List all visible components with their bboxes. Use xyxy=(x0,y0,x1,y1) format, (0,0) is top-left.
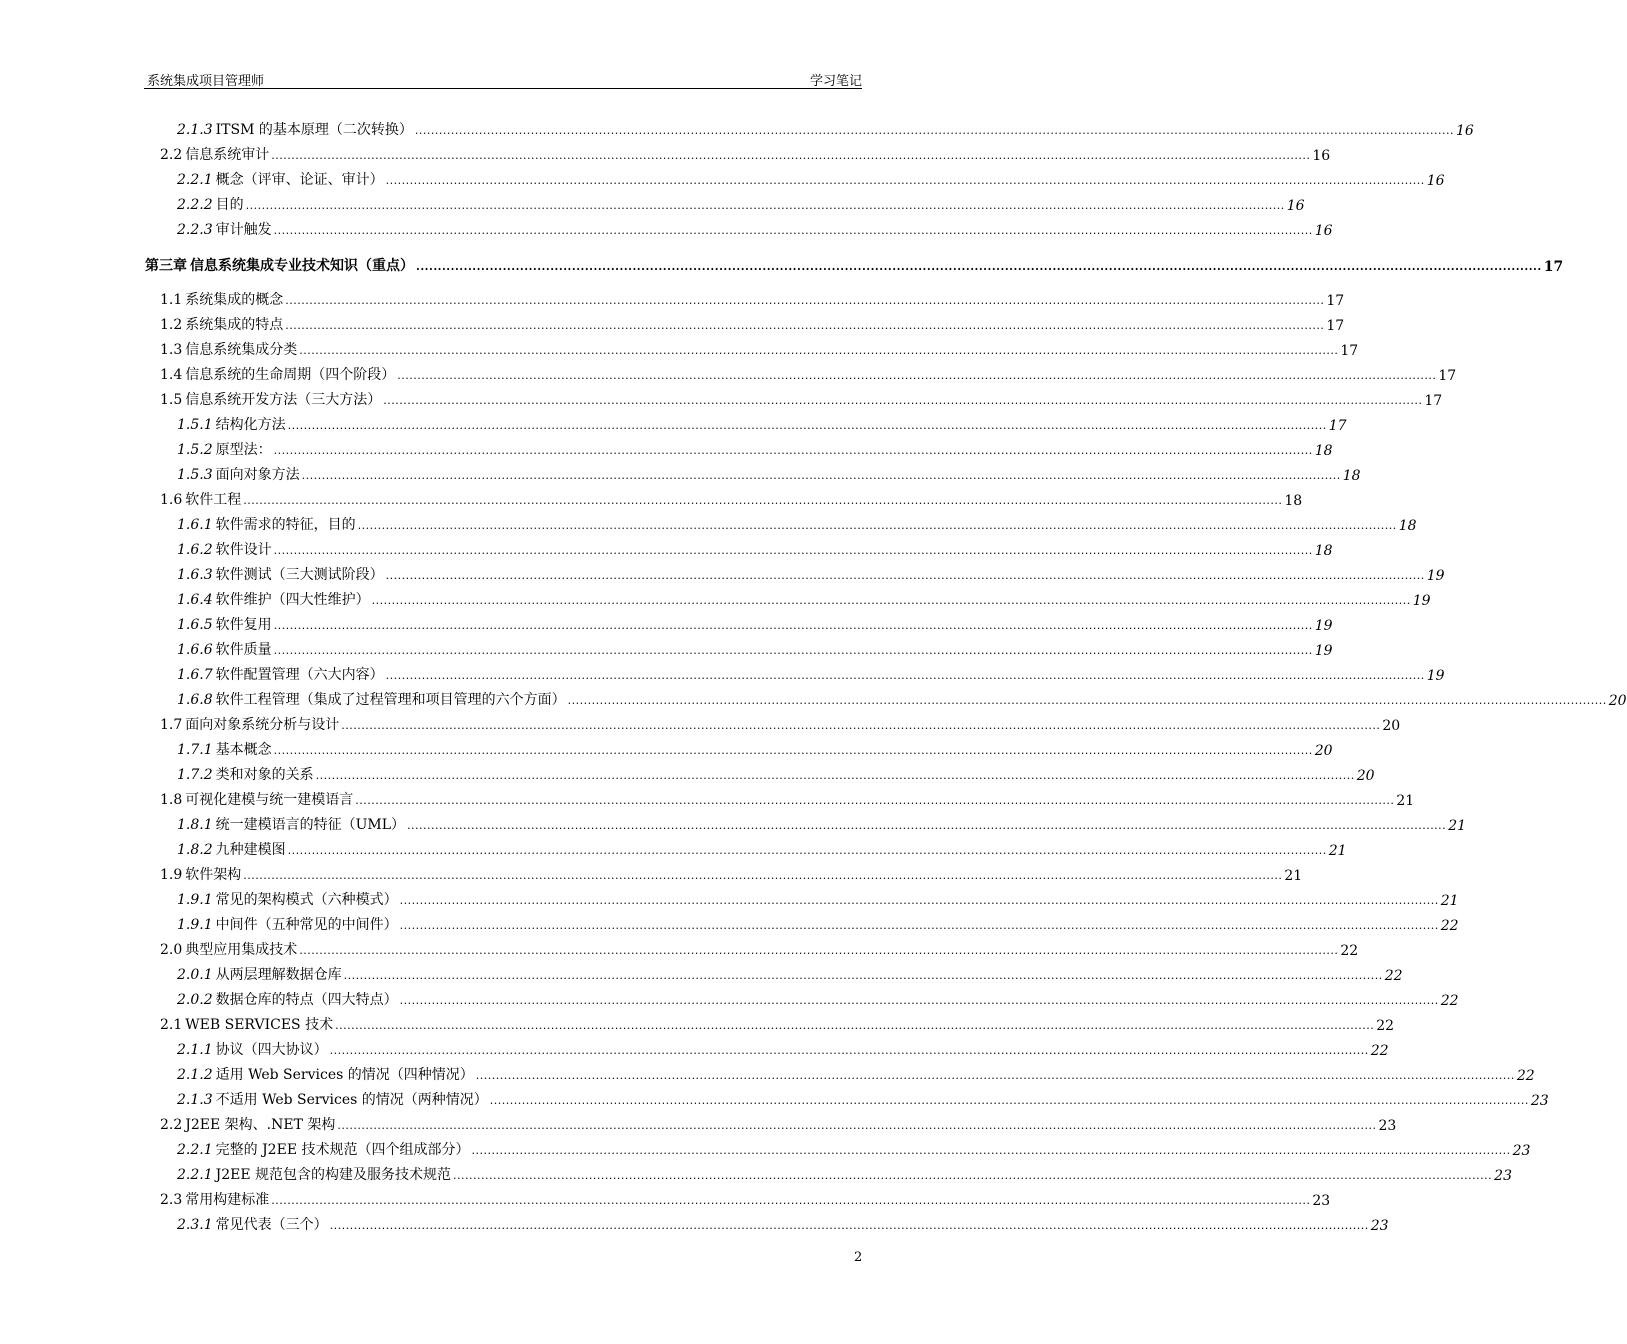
toc-entry-page: 21 xyxy=(1396,793,1415,809)
toc-entry-page: 23 xyxy=(1512,1143,1531,1159)
toc-entry-title: 常用构建标准 xyxy=(185,1192,270,1208)
toc-leader-dots: .................................................................................................................................................................................................................................................................... xyxy=(335,1019,1375,1032)
toc-entry-label xyxy=(177,194,244,214)
toc-entry-page: 17 xyxy=(1326,293,1345,309)
toc-entry-number: 1.4 xyxy=(160,367,183,383)
toc-entry-number: 1.7.2 xyxy=(177,767,213,783)
toc-leader-dots: .................................................................................................................................................................................................................................................................... xyxy=(385,669,1425,682)
toc-entry-label xyxy=(177,169,384,189)
toc-entry-number: 1.5.1 xyxy=(177,417,213,433)
toc-entry-number: 2.2.3 xyxy=(177,222,213,238)
toc-entry-page: 16 xyxy=(1286,198,1305,214)
toc-entry[interactable] xyxy=(177,1160,1512,1184)
toc-entry-title: 目的 xyxy=(215,197,244,213)
toc-leader-dots: .................................................................................................................................................................................................................................................................... xyxy=(567,694,1607,707)
toc-entry[interactable] xyxy=(177,635,1333,659)
toc-entry-title: 九种建模图 xyxy=(215,842,286,858)
toc-leader-dots: .................................................................................................................................................................................................................................................................... xyxy=(489,1094,1529,1107)
toc-entry-page: 22 xyxy=(1370,1043,1389,1059)
toc-entry[interactable] xyxy=(177,835,1347,859)
toc-entry-title: 软件质量 xyxy=(215,642,272,658)
toc-entry-label xyxy=(177,689,566,709)
toc-entry-page: 18 xyxy=(1314,543,1333,559)
toc-entry-page: 20 xyxy=(1608,693,1627,709)
toc-entry-title: 协议（四大协议） xyxy=(215,1042,328,1058)
toc-entry[interactable] xyxy=(177,1035,1389,1059)
toc-leader-dots: .................................................................................................................................................................................................................................................................... xyxy=(343,969,1383,982)
toc-entry[interactable] xyxy=(177,585,1431,609)
toc-leader-dots: .................................................................................................................................................................................................................................................................... xyxy=(301,469,1341,482)
toc-entry-label xyxy=(160,939,297,959)
toc-entry-title: 数据仓库的特点（四大特点） xyxy=(215,992,398,1008)
toc-entry-page: 23 xyxy=(1494,1168,1512,1184)
toc-entry-page: 19 xyxy=(1314,618,1333,634)
toc-entry-number: 2.2.1 xyxy=(177,1142,213,1158)
toc-entry-number: 1.6.7 xyxy=(177,667,213,683)
toc-entry-label xyxy=(160,364,395,384)
toc-entry-title: J2EE 架构、.NET 架构 xyxy=(185,1117,336,1133)
toc-entry-title: 信息系统集成分类 xyxy=(185,342,298,358)
toc-entry[interactable] xyxy=(177,1085,1549,1109)
toc-leader-dots: .................................................................................................................................................................................................................................................................... xyxy=(407,819,1447,832)
toc-entry-page: 19 xyxy=(1426,668,1445,684)
toc-entry[interactable] xyxy=(177,410,1347,434)
toc-entry-page: 17 xyxy=(1328,418,1347,434)
toc-entry-number: 2.0 xyxy=(160,942,183,958)
toc-entry-page: 23 xyxy=(1378,1118,1397,1134)
toc-leader-dots: .................................................................................................................................................................................................................................................................... xyxy=(337,1119,1377,1132)
toc-entry-number: 2.1.2 xyxy=(177,1067,213,1083)
toc-leader-dots: .................................................................................................................................................................................................................................................................... xyxy=(453,1169,1493,1182)
toc-entry-number: 2.2 xyxy=(160,147,183,163)
toc-entry-page: 17 xyxy=(1424,393,1443,409)
toc-entry-label xyxy=(177,1139,469,1159)
toc-entry-page: 16 xyxy=(1426,173,1445,189)
toc-entry-title: 软件工程 xyxy=(185,492,242,508)
toc-leader-dots: .................................................................................................................................................................................................................................................................... xyxy=(287,419,1327,432)
page-number: 2 xyxy=(854,1250,863,1265)
toc-leader-dots: .................................................................................................................................................................................................................................................................... xyxy=(383,394,1423,407)
toc-leader-dots: .................................................................................................................................................................................................................................................................... xyxy=(471,1144,1511,1157)
toc-entry-page: 16 xyxy=(1312,148,1331,164)
toc-entry-page: 18 xyxy=(1398,518,1417,534)
toc-entry-label xyxy=(177,914,398,934)
toc-entry-title: 软件配置管理（六大内容） xyxy=(215,667,384,683)
toc-entry-page: 22 xyxy=(1516,1068,1535,1084)
toc-entry-title: 概念（评审、论证、审计） xyxy=(215,172,384,188)
toc-entry-title: 信息系统开发方法（三大方法） xyxy=(185,392,382,408)
toc-entry-page: 18 xyxy=(1284,493,1303,509)
toc-entry-title: 统一建模语言的特征（UML） xyxy=(215,817,406,833)
toc-entry-number: 1.6.8 xyxy=(177,692,213,708)
toc-entry-title: 信息系统的生命周期（四个阶段） xyxy=(185,367,396,383)
toc-entry-number: 1.5.2 xyxy=(177,442,213,458)
toc-entry-page: 20 xyxy=(1314,743,1333,759)
toc-entry[interactable] xyxy=(177,760,1375,784)
toc-entry-label xyxy=(177,564,384,584)
toc-entry-label xyxy=(160,1189,269,1209)
toc-leader-dots: .................................................................................................................................................................................................................................................................... xyxy=(329,1044,1369,1057)
toc-entry[interactable] xyxy=(177,560,1445,584)
toc-leader-dots: .................................................................................................................................................................................................................................................................... xyxy=(273,644,1313,657)
toc-entry-label xyxy=(177,119,413,139)
toc-entry-number: 2.3.1 xyxy=(177,1217,213,1233)
toc-leader-dots: .................................................................................................................................................................................................................................................................... xyxy=(243,494,1283,507)
toc-entry-title: 中间件（五种常见的中间件） xyxy=(215,917,398,933)
toc-entry-title: WEB SERVICES 技术 xyxy=(185,1017,334,1033)
toc-entry-page: 17 xyxy=(1543,259,1564,275)
toc-entry-number: 2.1 xyxy=(160,1017,183,1033)
toc-entry-label xyxy=(160,489,241,509)
toc-entry-title: 软件架构 xyxy=(185,867,242,883)
toc-entry[interactable] xyxy=(160,310,1345,334)
toc-entry-number: 1.9 xyxy=(160,867,183,883)
toc-entry-number: 1.6 xyxy=(160,492,183,508)
toc-entry[interactable] xyxy=(145,251,1564,275)
toc-entry-page: 23 xyxy=(1312,1193,1331,1209)
toc-leader-dots: .................................................................................................................................................................................................................................................................... xyxy=(416,260,1542,273)
toc-entry-title: 不适用 Web Services 的情况（两种情况） xyxy=(215,1092,488,1108)
toc-entry[interactable] xyxy=(160,860,1303,884)
toc-entry-number: 1.6.5 xyxy=(177,617,213,633)
toc-entry-page: 20 xyxy=(1356,768,1375,784)
toc-entry-number: 1.2 xyxy=(160,317,183,333)
toc-leader-dots: .................................................................................................................................................................................................................................................................... xyxy=(245,199,1285,212)
toc-entry-title: 面向对象方法 xyxy=(215,467,300,483)
toc-entry-label xyxy=(177,664,384,684)
toc-leader-dots: .................................................................................................................................................................................................................................................................... xyxy=(357,519,1397,532)
toc-entry[interactable] xyxy=(177,685,1627,709)
toc-entry-page: 19 xyxy=(1426,568,1445,584)
toc-entry-number: 2.2.1 xyxy=(177,1167,213,1183)
toc-entry[interactable] xyxy=(177,215,1333,239)
toc-entry-title: 软件测试（三大测试阶段） xyxy=(215,567,384,583)
toc-entry-number: 1.8 xyxy=(160,792,183,808)
toc-entry-title: 软件维护（四大性维护） xyxy=(215,592,370,608)
toc-entry[interactable] xyxy=(177,435,1333,459)
toc-entry-title: 软件复用 xyxy=(215,617,272,633)
toc-entry-label xyxy=(177,514,356,534)
toc-entry-label xyxy=(177,839,286,859)
toc-leader-dots: .................................................................................................................................................................................................................................................................... xyxy=(371,594,1411,607)
toc-entry[interactable] xyxy=(177,810,1467,834)
toc-entry-label xyxy=(160,289,283,309)
toc-entry[interactable] xyxy=(177,735,1333,759)
toc-entry-label xyxy=(177,889,398,909)
toc-entry[interactable] xyxy=(177,610,1333,634)
toc-entry-number: 2.0.1 xyxy=(177,967,213,983)
toc-entry-title: 结构化方法 xyxy=(215,417,286,433)
toc-entry-label xyxy=(177,1089,488,1109)
toc-entry-number: 1.7 xyxy=(160,717,183,733)
toc-entry-label xyxy=(160,144,269,164)
toc-entry-number: 2.2 xyxy=(160,1117,183,1133)
toc-entry-label xyxy=(177,219,272,239)
toc-leader-dots: .................................................................................................................................................................................................................................................................... xyxy=(287,844,1327,857)
toc-entry-label xyxy=(177,1214,328,1234)
toc-entry[interactable] xyxy=(177,460,1361,484)
toc-entry-title: 可视化建模与统一建模语言 xyxy=(185,792,354,808)
toc-entry-label xyxy=(177,964,342,984)
toc-entry-title: 适用 Web Services 的情况（四种情况） xyxy=(215,1067,474,1083)
toc-entry-number: 1.7.1 xyxy=(177,742,213,758)
toc-entry-label xyxy=(177,1064,474,1084)
toc-entry-page: 20 xyxy=(1382,718,1401,734)
toc-leader-dots: .................................................................................................................................................................................................................................................................... xyxy=(385,174,1425,187)
toc-entry-page: 16 xyxy=(1456,123,1474,139)
toc-entry[interactable] xyxy=(160,360,1457,384)
toc-entry-label xyxy=(160,1114,335,1134)
toc-entry-label xyxy=(160,789,353,809)
toc-entry-number: 1.6.1 xyxy=(177,517,213,533)
header-note: 学习笔记 xyxy=(809,74,862,89)
toc-entry-page: 22 xyxy=(1384,968,1403,984)
toc-entry[interactable] xyxy=(177,885,1459,909)
toc-leader-dots: .................................................................................................................................................................................................................................................................... xyxy=(341,719,1381,732)
toc-entry-page: 17 xyxy=(1438,368,1457,384)
toc-entry-page: 19 xyxy=(1314,643,1333,659)
toc-leader-dots: .................................................................................................................................................................................................................................................................... xyxy=(299,344,1339,357)
toc-entry-label xyxy=(177,989,398,1009)
toc-entry-title: 信息系统审计 xyxy=(185,147,270,163)
toc-entry[interactable] xyxy=(160,1010,1395,1034)
toc-entry[interactable] xyxy=(177,165,1445,189)
toc-entry-page: 21 xyxy=(1440,893,1459,909)
toc-entry-title: 常见代表（三个） xyxy=(215,1217,328,1233)
toc-leader-dots: .................................................................................................................................................................................................................................................................... xyxy=(271,149,1311,162)
toc-entry-title: J2EE 规范包含的构建及服务技术规范 xyxy=(215,1167,452,1183)
toc-entry-title: 类和对象的关系 xyxy=(215,767,314,783)
toc-entry-page: 22 xyxy=(1340,943,1359,959)
toc-leader-dots: .................................................................................................................................................................................................................................................................... xyxy=(315,769,1355,782)
toc-entry-number: 1.1 xyxy=(160,292,183,308)
toc-entry-page: 22 xyxy=(1440,918,1459,934)
toc-entry-title: 完整的 J2EE 技术规范（四个组成部分） xyxy=(215,1142,470,1158)
toc-entry[interactable] xyxy=(160,785,1415,809)
toc-entry-number: 1.6.6 xyxy=(177,642,213,658)
toc-entry[interactable] xyxy=(160,1185,1331,1209)
toc-leader-dots: .................................................................................................................................................................................................................................................................... xyxy=(399,994,1439,1007)
toc-entry-title: 软件工程管理（集成了过程管理和项目管理的六个方面） xyxy=(215,692,566,708)
toc-entry-label xyxy=(160,389,381,409)
toc-entry-number: 第三章 xyxy=(145,258,187,274)
toc-entry[interactable] xyxy=(177,1060,1535,1084)
toc-leader-dots: .................................................................................................................................................................................................................................................................... xyxy=(329,1219,1369,1232)
toc-entry[interactable] xyxy=(160,935,1359,959)
toc-entry-label xyxy=(177,764,314,784)
toc-entry-page: 22 xyxy=(1440,993,1459,1009)
toc-entry-title: 从两层理解数据仓库 xyxy=(215,967,342,983)
toc-leader-dots: .................................................................................................................................................................................................................................................................... xyxy=(271,1194,1311,1207)
toc-entry[interactable] xyxy=(177,1210,1389,1234)
toc-entry-number: 1.6.2 xyxy=(177,542,213,558)
toc-entry[interactable] xyxy=(177,510,1417,534)
toc-leader-dots: .................................................................................................................................................................................................................................................................... xyxy=(243,869,1283,882)
toc-entry-label xyxy=(177,589,370,609)
toc-entry-number: 1.9.1 xyxy=(177,892,213,908)
toc-entry-page: 21 xyxy=(1448,818,1467,834)
toc-entry-number: 2.1.3 xyxy=(177,1092,213,1108)
toc-leader-dots: .................................................................................................................................................................................................................................................................... xyxy=(273,444,1313,457)
toc-leader-dots: .................................................................................................................................................................................................................................................................... xyxy=(399,919,1439,932)
toc-entry-label xyxy=(177,739,272,759)
toc-entry-number: 2.1.3 xyxy=(177,122,213,138)
toc-entry-number: 1.8.1 xyxy=(177,817,213,833)
toc-entry[interactable] xyxy=(177,115,1474,139)
toc-entry[interactable] xyxy=(177,960,1403,984)
toc-entry-title: 基本概念 xyxy=(215,742,272,758)
toc-entry-number: 2.2.1 xyxy=(177,172,213,188)
toc-leader-dots: .................................................................................................................................................................................................................................................................... xyxy=(414,124,1454,137)
toc-leader-dots: .................................................................................................................................................................................................................................................................... xyxy=(273,619,1313,632)
toc-entry[interactable] xyxy=(160,710,1401,734)
toc-entry-number: 1.9.1 xyxy=(177,917,213,933)
toc-entry-title: 系统集成的特点 xyxy=(185,317,284,333)
toc-entry-label xyxy=(177,439,272,459)
toc-entry-label xyxy=(177,814,405,834)
toc-entry-page: 17 xyxy=(1340,343,1359,359)
toc-entry-title: 软件需求的特征，目的 xyxy=(215,517,356,533)
toc-entry-label xyxy=(177,539,272,559)
toc-entry-label xyxy=(177,414,286,434)
toc-entry-title: 常见的架构模式（六种模式） xyxy=(215,892,398,908)
toc-entry-number: 2.3 xyxy=(160,1192,183,1208)
toc-leader-dots: .................................................................................................................................................................................................................................................................... xyxy=(285,319,1325,332)
toc-entry-label xyxy=(177,639,272,659)
toc-entry-title: 原型法： xyxy=(215,442,272,458)
toc-entry-title: 典型应用集成技术 xyxy=(185,942,298,958)
toc-entry-number: 2.1.1 xyxy=(177,1042,213,1058)
toc-entry-number: 1.6.3 xyxy=(177,567,213,583)
toc-entry-number: 1.6.4 xyxy=(177,592,213,608)
toc-entry[interactable] xyxy=(177,910,1459,934)
toc-entry[interactable] xyxy=(177,1135,1531,1159)
toc-entry[interactable] xyxy=(160,140,1331,164)
toc-entry-page: 23 xyxy=(1530,1093,1549,1109)
header-title: 系统集成项目管理师 xyxy=(147,74,265,89)
toc-leader-dots: .................................................................................................................................................................................................................................................................... xyxy=(385,569,1425,582)
toc-entry-number: 2.0.2 xyxy=(177,992,213,1008)
toc-entry-label xyxy=(160,339,297,359)
toc-entry-number: 1.3 xyxy=(160,342,183,358)
toc-entry-title: 面向对象系统分析与设计 xyxy=(185,717,340,733)
toc-entry-page: 21 xyxy=(1328,843,1347,859)
toc-entry[interactable] xyxy=(177,660,1445,684)
toc-leader-dots: .................................................................................................................................................................................................................................................................... xyxy=(273,224,1313,237)
toc-entry[interactable] xyxy=(160,485,1303,509)
toc-entry-title: ITSM 的基本原理（二次转换） xyxy=(215,122,413,138)
toc-entry-label xyxy=(177,464,300,484)
page-header xyxy=(144,70,862,89)
toc-entry[interactable] xyxy=(177,190,1305,214)
toc-entry-page: 18 xyxy=(1342,468,1361,484)
toc-entry-page: 18 xyxy=(1314,443,1333,459)
toc-entry-label xyxy=(177,1164,451,1184)
toc-entry-page: 19 xyxy=(1412,593,1431,609)
toc-entry-page: 23 xyxy=(1370,1218,1389,1234)
toc-entry-label xyxy=(160,1014,333,1034)
toc-entry-label xyxy=(160,714,339,734)
toc-entry-label xyxy=(177,614,272,634)
toc-entry-label xyxy=(177,1039,328,1059)
toc-leader-dots: .................................................................................................................................................................................................................................................................... xyxy=(299,944,1339,957)
toc-entry-number: 2.2.2 xyxy=(177,197,213,213)
toc-entry[interactable] xyxy=(177,535,1333,559)
toc-entry-title: 信息系统集成专业技术知识（重点） xyxy=(190,258,414,274)
toc-entry[interactable] xyxy=(160,285,1345,309)
toc-entry-title: 软件设计 xyxy=(215,542,272,558)
toc-leader-dots: .................................................................................................................................................................................................................................................................... xyxy=(355,794,1395,807)
toc-leader-dots: .................................................................................................................................................................................................................................................................... xyxy=(273,744,1313,757)
toc-entry-number: 1.8.2 xyxy=(177,842,213,858)
toc-entry-number: 1.5.3 xyxy=(177,467,213,483)
toc-entry-label xyxy=(160,864,241,884)
toc-entry[interactable] xyxy=(160,335,1359,359)
toc-entry[interactable] xyxy=(177,985,1459,1009)
toc-entry-label xyxy=(145,255,414,275)
toc-leader-dots: .................................................................................................................................................................................................................................................................... xyxy=(475,1069,1515,1082)
toc-entry-number: 1.5 xyxy=(160,392,183,408)
toc-leader-dots: .................................................................................................................................................................................................................................................................... xyxy=(285,294,1325,307)
toc-entry-title: 系统集成的概念 xyxy=(185,292,284,308)
toc-entry[interactable] xyxy=(160,385,1443,409)
toc-entry-page: 21 xyxy=(1284,868,1303,884)
toc-entry-page: 22 xyxy=(1376,1018,1395,1034)
toc-entry-title: 审计触发 xyxy=(215,222,272,238)
toc-leader-dots: .................................................................................................................................................................................................................................................................... xyxy=(399,894,1439,907)
toc-entry-page: 16 xyxy=(1314,223,1333,239)
toc-leader-dots: .................................................................................................................................................................................................................................................................... xyxy=(273,544,1313,557)
toc-leader-dots: .................................................................................................................................................................................................................................................................... xyxy=(397,369,1437,382)
toc-entry[interactable] xyxy=(160,1110,1397,1134)
toc-entry-label xyxy=(160,314,283,334)
toc-entry-page: 17 xyxy=(1326,318,1345,334)
